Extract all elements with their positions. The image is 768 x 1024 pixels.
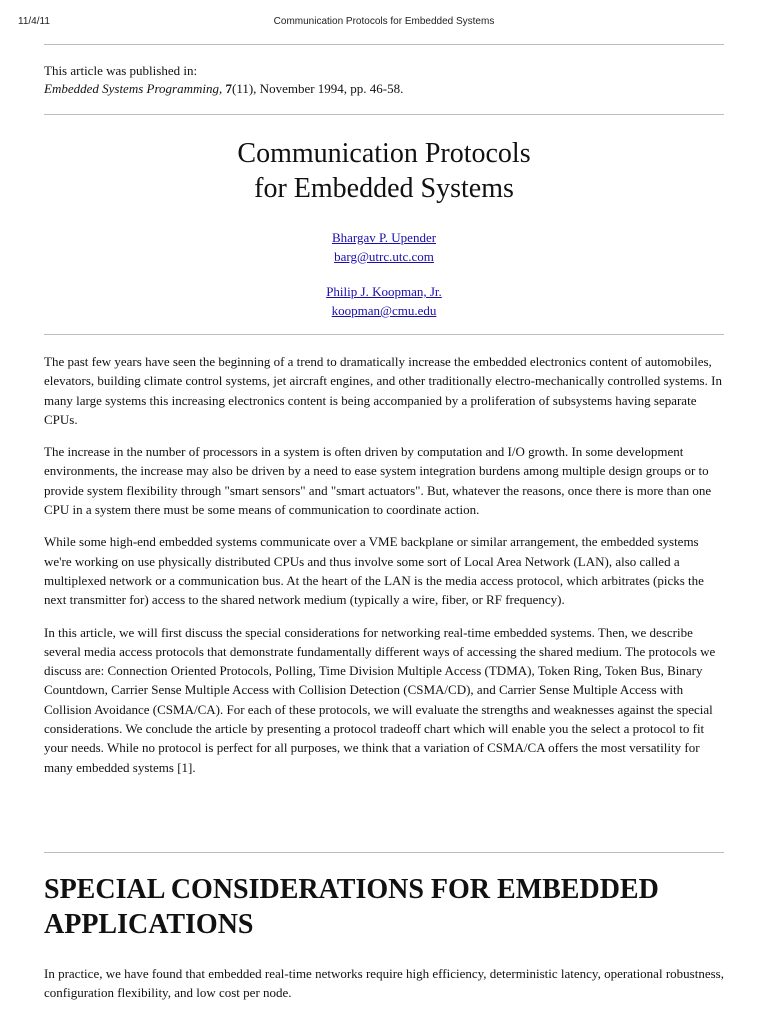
article-title-line-1: Communication Protocols bbox=[237, 138, 531, 169]
author-list bbox=[0, 228, 768, 320]
publication-citation bbox=[44, 80, 403, 98]
article-title bbox=[0, 136, 768, 206]
author-link[interactable]: Philip J. Koopman, Jr. bbox=[326, 284, 442, 299]
paragraph: The increase in the number of processors in a system is often driven by computation and I/O growth. In some development environments, the increase may also be driven by a need to ease system integration burdens among multiple design groups or to provide system flexibility through "smart sensors" and "smart actuators". But, whatever the reasons, once there is more than one CPU in a system there must be some means of communication to coordinate action. bbox=[44, 444, 712, 518]
divider bbox=[44, 852, 724, 853]
author-link[interactable]: Bhargav P. Upender bbox=[331, 230, 437, 245]
paragraph: In this article, we will first discuss the special considerations for networking real-time embedded systems. Then, we describe several media access protocols that demonstrate fundamentally different ways of accessing the shared medium. The protocols we discuss are: Connection Oriented Protocols, Polling, Time Division Multiple Access (TDMA), Token Ring, Token Bus, Binary Countdown, Carrier Sense Multiple Access with Collision Detection (CSMA/CD), and Carrier Sense Multiple Access with Collision Avoidance (CSMA/CA). For each of these protocols, we will evaluate the strengths and weaknesses against the special considerations. We conclude the article by presenting a protocol tradeoff chart which will enable you the select a protocol to fit your needs. While no protocol is perfect for all purposes, we think that a variation of CSMA/CA offers the most versatility for many embedded systems [1]. bbox=[44, 624, 716, 775]
paragraph: In practice, we have found that embedded real-time networks require high efficiency, deterministic latency, operational robustness, configuration flexibility, and low cost per node. bbox=[44, 966, 724, 1001]
journal-name: Embedded Systems Programming, bbox=[44, 81, 223, 96]
paragraph: The past few years have seen the beginning of a trend to dramatically increase the embedded electronics content of automobiles, elevators, building climate control systems, jet aircraft engines, and other traditionally electro-mechanically controlled systems. In many large systems this increasing electronics content is being accompanied by a proliferation of subsystems having separate CPUs. bbox=[44, 354, 722, 427]
paragraph: While some high-end embedded systems communicate over a VME backplane or similar arrangement, the embedded systems we're working on use physically distributed CPUs and thus involve some sort of Local Area Network (LAN), also called a multiplexed network or a communication bus. At the heart of the LAN is the media access protocol, which arbitrates (picks the next transmitter for) access to the shared network medium (typically a wire, fiber, or RF frequency). bbox=[44, 534, 704, 608]
divider bbox=[44, 114, 724, 115]
section-body bbox=[44, 964, 728, 1016]
intro-body bbox=[44, 352, 728, 790]
publication-intro: This article was published in: bbox=[44, 63, 198, 78]
publication-details: (11), November 1994, pp. 46-58. bbox=[232, 81, 404, 96]
author-email-link[interactable]: barg@utrc.utc.com bbox=[334, 249, 434, 264]
publication-info bbox=[44, 62, 403, 98]
print-page-title: Communication Protocols for Embedded Systems bbox=[273, 16, 495, 27]
journal-volume: 7 bbox=[225, 81, 232, 96]
print-date: 11/4/11 bbox=[18, 16, 50, 27]
divider bbox=[44, 334, 724, 335]
author-email-link[interactable]: koopman@cmu.edu bbox=[331, 303, 437, 318]
article-title-line-2: for Embedded Systems bbox=[254, 173, 514, 204]
section-heading: SPECIAL CONSIDERATIONS FOR EMBEDDED APPLICATIONS bbox=[44, 874, 659, 940]
divider bbox=[44, 44, 724, 45]
